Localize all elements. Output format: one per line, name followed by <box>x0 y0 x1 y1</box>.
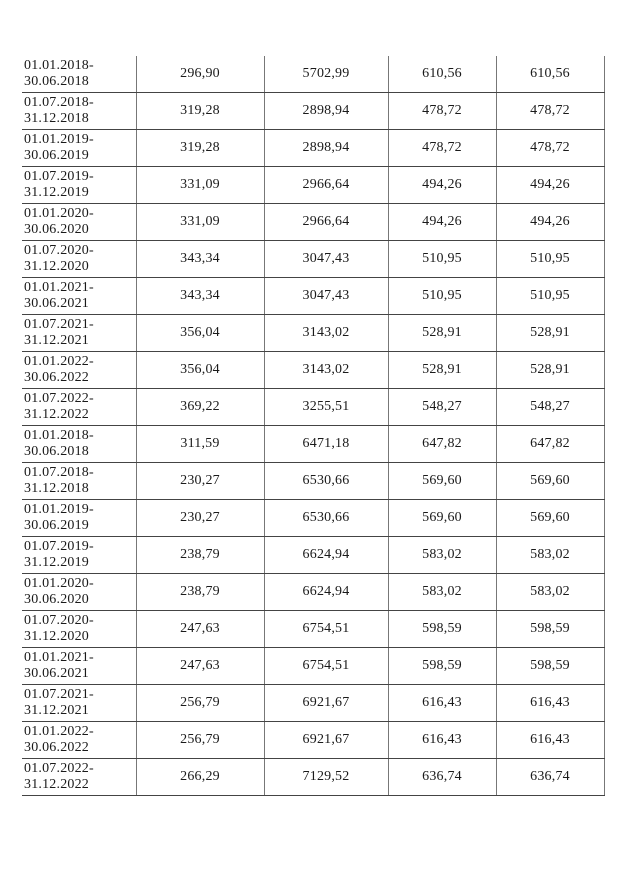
value-cell: 238,79 <box>136 537 264 574</box>
table-row <box>22 167 604 204</box>
period-cell <box>22 241 136 278</box>
value-cell: 636,74 <box>496 759 604 796</box>
value-cell: 510,95 <box>496 241 604 278</box>
value-cell: 569,60 <box>388 463 496 500</box>
table-row <box>22 426 604 463</box>
value-cell: 598,59 <box>496 648 604 685</box>
period-end: 31.12.2019 <box>24 555 89 570</box>
period-end: 30.06.2021 <box>24 666 89 681</box>
value-cell: 3143,02 <box>264 315 388 352</box>
period-cell <box>22 56 136 93</box>
period-end: 30.06.2021 <box>24 296 89 311</box>
value-cell: 343,34 <box>136 241 264 278</box>
value-cell: 2966,64 <box>264 167 388 204</box>
tariff-table <box>22 56 605 796</box>
period-start: 01.01.2020- <box>24 206 94 221</box>
table-row <box>22 759 604 796</box>
value-cell: 6624,94 <box>264 574 388 611</box>
period-end: 30.06.2018 <box>24 444 89 459</box>
period-cell <box>22 204 136 241</box>
period-cell <box>22 167 136 204</box>
value-cell: 478,72 <box>496 93 604 130</box>
value-cell: 6624,94 <box>264 537 388 574</box>
period-end: 31.12.2022 <box>24 407 89 422</box>
value-cell: 343,34 <box>136 278 264 315</box>
period-end: 30.06.2022 <box>24 740 89 755</box>
table-row <box>22 352 604 389</box>
value-cell: 311,59 <box>136 426 264 463</box>
value-cell: 5702,99 <box>264 56 388 93</box>
value-cell: 2966,64 <box>264 204 388 241</box>
value-cell: 6754,51 <box>264 648 388 685</box>
period-start: 01.01.2022- <box>24 724 94 739</box>
period-cell <box>22 722 136 759</box>
value-cell: 230,27 <box>136 463 264 500</box>
value-cell: 238,79 <box>136 574 264 611</box>
value-cell: 2898,94 <box>264 130 388 167</box>
table-row <box>22 56 604 93</box>
value-cell: 3255,51 <box>264 389 388 426</box>
value-cell: 319,28 <box>136 130 264 167</box>
value-cell: 610,56 <box>388 56 496 93</box>
table-row <box>22 130 604 167</box>
value-cell: 296,90 <box>136 56 264 93</box>
value-cell: 247,63 <box>136 611 264 648</box>
period-start: 01.07.2021- <box>24 687 94 702</box>
value-cell: 583,02 <box>388 574 496 611</box>
period-start: 01.01.2021- <box>24 280 94 295</box>
value-cell: 369,22 <box>136 389 264 426</box>
value-cell: 6530,66 <box>264 463 388 500</box>
period-end: 30.06.2018 <box>24 74 89 89</box>
table-row <box>22 463 604 500</box>
table-row <box>22 389 604 426</box>
value-cell: 598,59 <box>496 611 604 648</box>
period-start: 01.01.2019- <box>24 132 94 147</box>
value-cell: 583,02 <box>496 574 604 611</box>
period-cell <box>22 648 136 685</box>
period-cell <box>22 574 136 611</box>
period-cell <box>22 426 136 463</box>
period-cell <box>22 463 136 500</box>
value-cell: 256,79 <box>136 722 264 759</box>
value-cell: 510,95 <box>388 241 496 278</box>
table-row <box>22 611 604 648</box>
value-cell: 478,72 <box>388 93 496 130</box>
value-cell: 616,43 <box>388 685 496 722</box>
period-start: 01.07.2018- <box>24 465 94 480</box>
value-cell: 616,43 <box>388 722 496 759</box>
period-start: 01.01.2018- <box>24 58 94 73</box>
period-end: 31.12.2020 <box>24 629 89 644</box>
value-cell: 319,28 <box>136 93 264 130</box>
period-end: 30.06.2019 <box>24 518 89 533</box>
value-cell: 647,82 <box>388 426 496 463</box>
table-row <box>22 648 604 685</box>
value-cell: 6530,66 <box>264 500 388 537</box>
value-cell: 256,79 <box>136 685 264 722</box>
value-cell: 610,56 <box>496 56 604 93</box>
period-start: 01.01.2021- <box>24 650 94 665</box>
period-cell <box>22 537 136 574</box>
period-end: 30.06.2019 <box>24 148 89 163</box>
table-row <box>22 685 604 722</box>
value-cell: 3047,43 <box>264 278 388 315</box>
value-cell: 528,91 <box>388 315 496 352</box>
value-cell: 230,27 <box>136 500 264 537</box>
value-cell: 356,04 <box>136 315 264 352</box>
period-end: 31.12.2021 <box>24 703 89 718</box>
period-start: 01.07.2019- <box>24 169 94 184</box>
value-cell: 636,74 <box>388 759 496 796</box>
value-cell: 331,09 <box>136 167 264 204</box>
value-cell: 510,95 <box>388 278 496 315</box>
table-row <box>22 315 604 352</box>
period-cell <box>22 278 136 315</box>
value-cell: 3143,02 <box>264 352 388 389</box>
period-cell <box>22 685 136 722</box>
period-start: 01.01.2018- <box>24 428 94 443</box>
value-cell: 331,09 <box>136 204 264 241</box>
value-cell: 548,27 <box>388 389 496 426</box>
value-cell: 356,04 <box>136 352 264 389</box>
value-cell: 494,26 <box>388 204 496 241</box>
period-cell <box>22 611 136 648</box>
table-row <box>22 93 604 130</box>
value-cell: 2898,94 <box>264 93 388 130</box>
period-start: 01.07.2020- <box>24 613 94 628</box>
period-start: 01.01.2020- <box>24 576 94 591</box>
period-cell <box>22 759 136 796</box>
value-cell: 598,59 <box>388 611 496 648</box>
value-cell: 616,43 <box>496 722 604 759</box>
table-row <box>22 204 604 241</box>
period-start: 01.07.2019- <box>24 539 94 554</box>
value-cell: 266,29 <box>136 759 264 796</box>
period-cell <box>22 500 136 537</box>
value-cell: 478,72 <box>388 130 496 167</box>
tariff-table-body <box>22 56 604 796</box>
value-cell: 569,60 <box>496 463 604 500</box>
table-row <box>22 574 604 611</box>
table-row <box>22 537 604 574</box>
value-cell: 528,91 <box>496 352 604 389</box>
value-cell: 528,91 <box>496 315 604 352</box>
period-start: 01.01.2019- <box>24 502 94 517</box>
table-row <box>22 241 604 278</box>
period-end: 31.12.2018 <box>24 481 89 496</box>
value-cell: 6471,18 <box>264 426 388 463</box>
table-row <box>22 500 604 537</box>
period-end: 31.12.2019 <box>24 185 89 200</box>
period-cell <box>22 93 136 130</box>
table-row <box>22 278 604 315</box>
value-cell: 548,27 <box>496 389 604 426</box>
period-end: 30.06.2020 <box>24 592 89 607</box>
value-cell: 7129,52 <box>264 759 388 796</box>
table-row <box>22 722 604 759</box>
period-start: 01.01.2022- <box>24 354 94 369</box>
value-cell: 494,26 <box>496 167 604 204</box>
value-cell: 569,60 <box>388 500 496 537</box>
period-cell <box>22 315 136 352</box>
value-cell: 247,63 <box>136 648 264 685</box>
period-end: 31.12.2022 <box>24 777 89 792</box>
value-cell: 569,60 <box>496 500 604 537</box>
value-cell: 494,26 <box>496 204 604 241</box>
period-start: 01.07.2022- <box>24 391 94 406</box>
value-cell: 478,72 <box>496 130 604 167</box>
value-cell: 528,91 <box>388 352 496 389</box>
period-end: 30.06.2022 <box>24 370 89 385</box>
value-cell: 494,26 <box>388 167 496 204</box>
period-end: 30.06.2020 <box>24 222 89 237</box>
value-cell: 6921,67 <box>264 685 388 722</box>
period-cell <box>22 352 136 389</box>
value-cell: 647,82 <box>496 426 604 463</box>
period-start: 01.07.2018- <box>24 95 94 110</box>
value-cell: 6754,51 <box>264 611 388 648</box>
period-end: 31.12.2020 <box>24 259 89 274</box>
period-end: 31.12.2021 <box>24 333 89 348</box>
period-start: 01.07.2020- <box>24 243 94 258</box>
period-start: 01.07.2021- <box>24 317 94 332</box>
period-cell <box>22 389 136 426</box>
value-cell: 583,02 <box>388 537 496 574</box>
value-cell: 616,43 <box>496 685 604 722</box>
value-cell: 598,59 <box>388 648 496 685</box>
period-start: 01.07.2022- <box>24 761 94 776</box>
value-cell: 510,95 <box>496 278 604 315</box>
value-cell: 3047,43 <box>264 241 388 278</box>
period-end: 31.12.2018 <box>24 111 89 126</box>
value-cell: 583,02 <box>496 537 604 574</box>
value-cell: 6921,67 <box>264 722 388 759</box>
period-cell <box>22 130 136 167</box>
